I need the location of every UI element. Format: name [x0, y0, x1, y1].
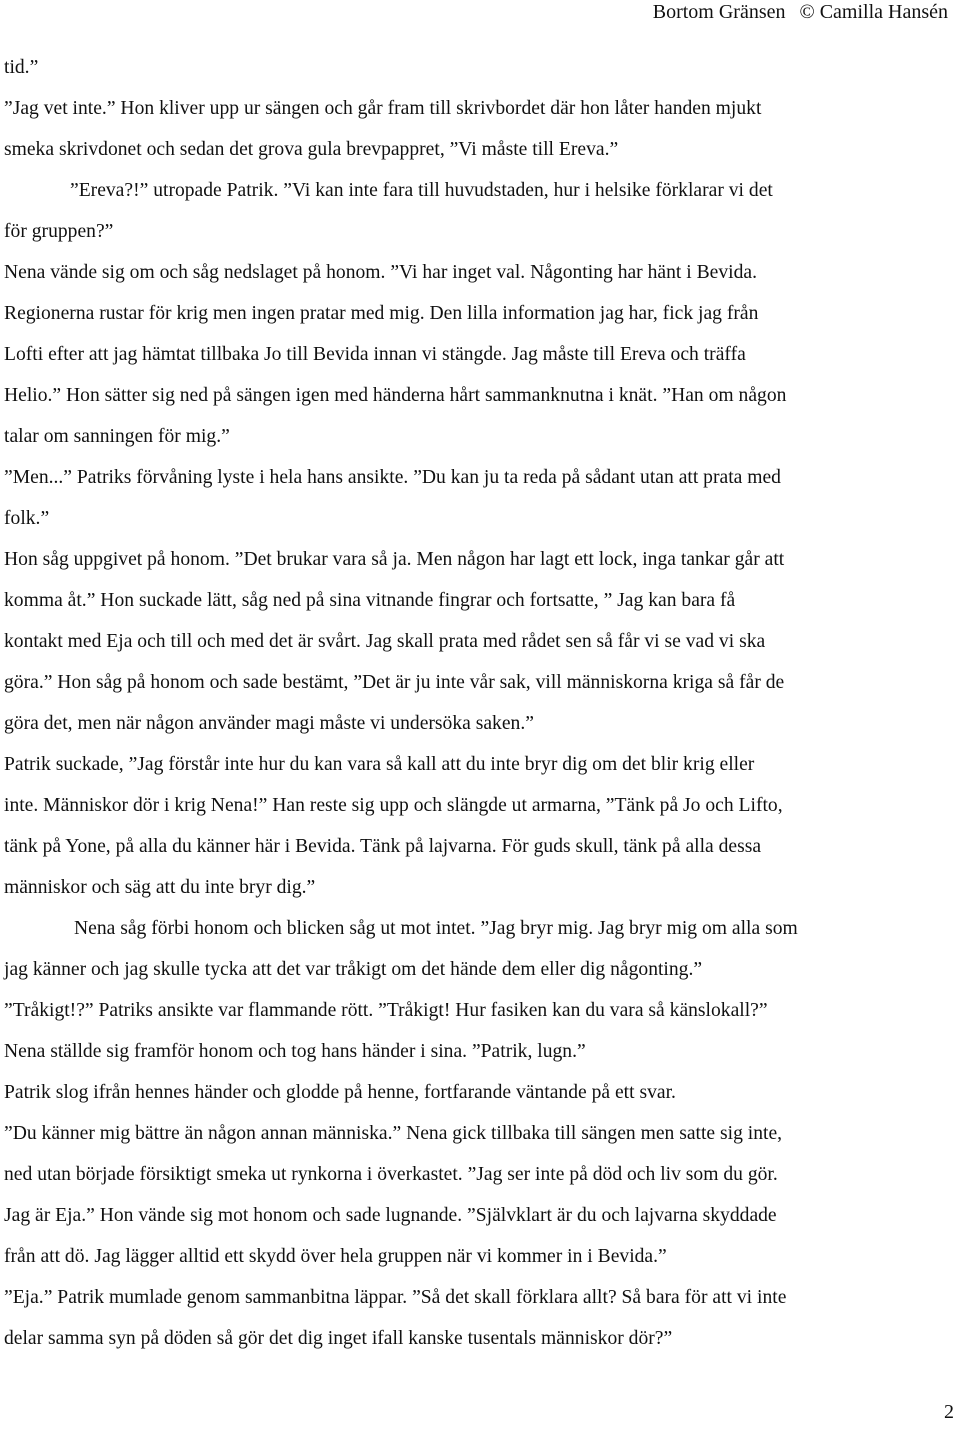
- text-line: ”Du känner mig bättre än någon annan människa.” Nena gick tillbaka till sängen men satte sig inte,: [4, 1123, 783, 1144]
- author-credit: © Camilla Hansén: [799, 1, 948, 23]
- text-line: Nena såg förbi honom och blicken såg ut mot intet. ”Jag bryr mig. Jag bryr mig om alla som: [74, 918, 798, 939]
- text-line: göra det, men när någon använder magi måste vi undersöka saken.”: [4, 713, 534, 734]
- text-line: göra.” Hon såg på honom och sade bestämt, ”Det är ju inte vår sak, vill människorna kriga så får de: [4, 672, 785, 693]
- text-line: ”Eja.” Patrik mumlade genom sammanbitna läppar. ”Så det skall förklara allt? Så bara för att vi inte: [4, 1287, 787, 1308]
- text-line: folk.”: [4, 508, 50, 529]
- text-line: smeka skrivdonet och sedan det grova gula brevpappret, ”Vi måste till Ereva.”: [4, 139, 619, 160]
- text-line: Regionerna rustar för krig men ingen pratar med mig. Den lilla information jag har, fick jag från: [4, 303, 759, 324]
- text-line: Helio.” Hon sätter sig ned på sängen igen med händerna hårt sammanknutna i knät. ”Han om någon: [4, 385, 787, 406]
- text-line: Hon såg uppgivet på honom. ”Det brukar vara så ja. Men någon har lagt ett lock, inga tankar går att: [4, 549, 785, 570]
- text-line: ned utan började försiktigt smeka ut rynkorna i överkastet. ”Jag ser inte på död och liv som du gör.: [4, 1164, 778, 1185]
- text-line: jag känner och jag skulle tycka att det var tråkigt om det hände dem eller dig någonting.”: [4, 959, 703, 980]
- text-line: ”Men...” Patriks förvåning lyste i hela hans ansikte. ”Du kan ju ta reda på sådant utan att prata med: [4, 467, 781, 488]
- text-line: ”Ereva?!” utropade Patrik. ”Vi kan inte fara till huvudstaden, hur i helsike förklarar vi det: [70, 180, 773, 201]
- text-line: talar om sanningen för mig.”: [4, 426, 230, 447]
- book-title: Bortom Gränsen: [652, 1, 786, 23]
- text-line: komma åt.” Hon suckade lätt, såg ned på sina vitnande fingrar och fortsatte, ” Jag kan bara få: [4, 590, 736, 611]
- text-line: för gruppen?”: [4, 221, 114, 242]
- text-line: ”Tråkigt!?” Patriks ansikte var flammande rött. ”Tråkigt! Hur fasiken kan du vara så känslokall?”: [4, 1000, 768, 1021]
- text-line: inte. Människor dör i krig Nena!” Han reste sig upp och slängde ut armarna, ”Tänk på Jo och Lifto,: [4, 795, 783, 816]
- text-line: delar samma syn på döden så gör det dig inget ifall kanske tusentals människor dör?”: [4, 1328, 673, 1349]
- page-number: 2: [944, 1401, 954, 1423]
- text-line: ”Jag vet inte.” Hon kliver upp ur sängen och går fram till skrivbordet där hon låter handen mjukt: [4, 98, 762, 119]
- text-line: Patrik slog ifrån hennes händer och glodde på henne, fortfarande väntande på ett svar.: [4, 1082, 676, 1103]
- text-line: Patrik suckade, ”Jag förstår inte hur du kan vara så kall att du inte bryr dig om det blir krig eller: [4, 754, 755, 775]
- text-line: tänk på Yone, på alla du känner här i Bevida. Tänk på lajvarna. För guds skull, tänk på alla dessa: [4, 836, 762, 857]
- text-line: tid.”: [4, 57, 39, 78]
- running-header: [653, 0, 948, 24]
- text-line: Nena ställde sig framför honom och tog hans händer i sina. ”Patrik, lugn.”: [4, 1041, 586, 1062]
- text-line: Lofti efter att jag hämtat tillbaka Jo till Bevida innan vi stängde. Jag måste till Ereva och träffa: [4, 344, 746, 365]
- body-text: [4, 47, 952, 1359]
- text-line: Jag är Eja.” Hon vände sig mot honom och sade lugnande. ”Självklart är du och lajvarna skyddade: [4, 1205, 777, 1226]
- text-line: Nena vände sig om och såg nedslaget på honom. ”Vi har inget val. Någonting har hänt i Bevida.: [4, 262, 757, 283]
- text-line: människor och säg att du inte bryr dig.”: [4, 877, 316, 898]
- text-line: från att dö. Jag lägger alltid ett skydd över hela gruppen när vi kommer in i Bevida.”: [4, 1246, 667, 1267]
- text-line: kontakt med Eja och till och med det är svårt. Jag skall prata med rådet sen så får vi se vad vi ska: [4, 631, 766, 652]
